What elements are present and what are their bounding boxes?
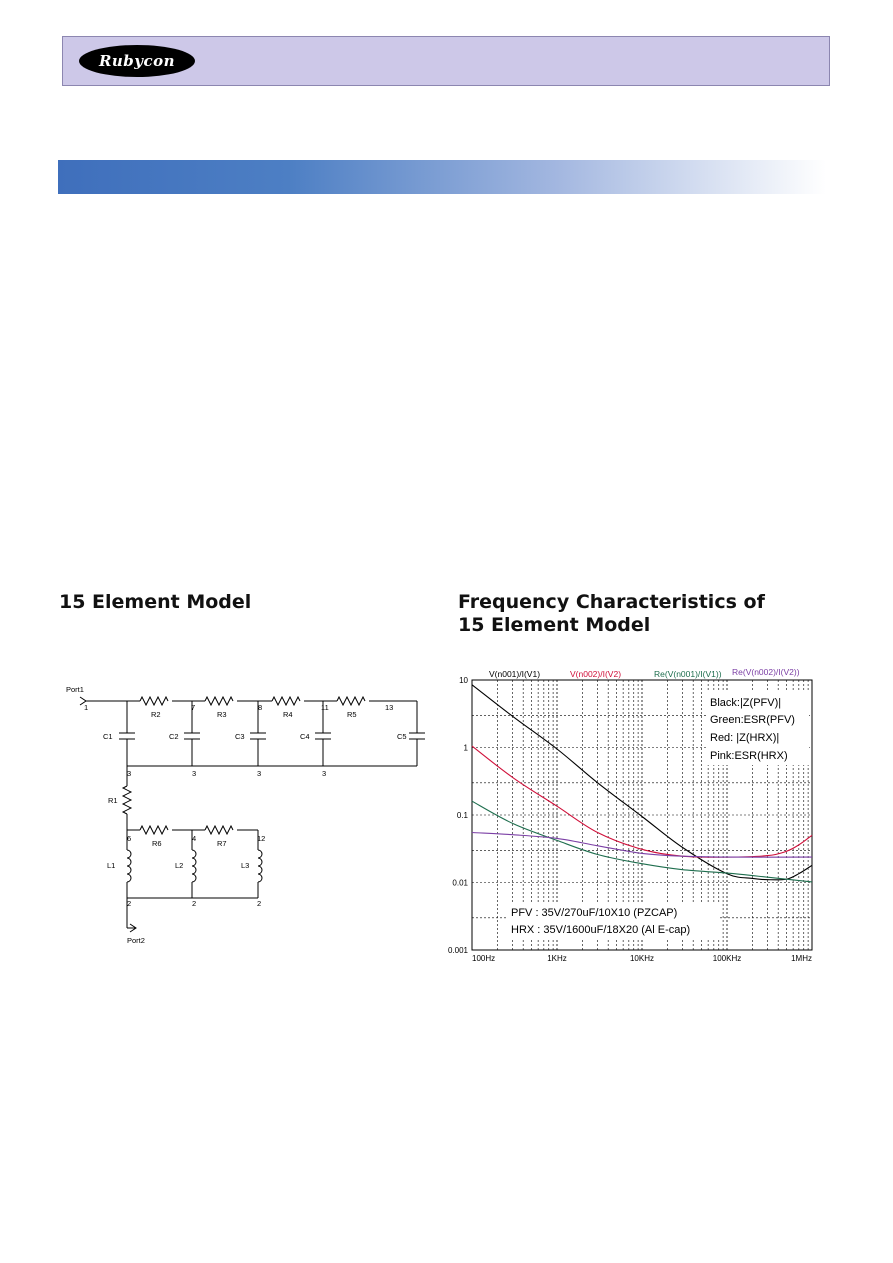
note-hrx: HRX : 35V/1600uF/18X20 (Al E-cap): [511, 924, 691, 936]
node-label: 6: [127, 834, 132, 843]
y-tick-label: 10: [459, 676, 468, 685]
r1-label: R1: [108, 796, 118, 805]
node-label: 2: [127, 899, 132, 908]
x-tick-label: 1KHz: [547, 954, 567, 963]
x-tick-label: 100KHz: [712, 954, 742, 963]
c5-label: C5: [397, 732, 407, 741]
node-label: 1: [84, 703, 89, 712]
node-label: 8: [258, 703, 263, 712]
y-tick-label: 0.1: [456, 811, 468, 820]
legend-green: Green:ESR(PFV): [710, 714, 795, 726]
l1-label: L1: [107, 861, 116, 870]
port2-label: Port2: [127, 936, 145, 945]
l3-label: L3: [241, 861, 250, 870]
l2-label: L2: [175, 861, 184, 870]
node-label: 11: [321, 703, 329, 712]
node-label: 4: [192, 834, 197, 843]
top-label-purple: Re(V(n002)/I(V2)): [732, 667, 800, 677]
y-tick-label: 1: [463, 743, 468, 753]
r4-label: R4: [283, 710, 293, 719]
node-label: 3: [257, 769, 262, 778]
node-label: 2: [257, 899, 262, 908]
top-label-red: V(n002)/I(V2): [570, 669, 622, 679]
c2-label: C2: [169, 732, 179, 741]
r3-label: R3: [217, 710, 227, 719]
y-tick-label: 0.01: [452, 878, 468, 888]
node-label: 3: [127, 769, 132, 778]
node-label: 2: [192, 899, 197, 908]
freq-title-line1: Frequency Characteristics of: [458, 591, 765, 613]
r2-label: R2: [151, 710, 161, 719]
r5-label: R5: [347, 710, 357, 719]
logo-text: Rubycon: [98, 52, 176, 70]
port1-label: Port1: [66, 685, 84, 694]
r6-label: R6: [152, 839, 162, 848]
top-label-black: V(n001)/I(V1): [489, 669, 541, 679]
node-label: 13: [385, 703, 394, 712]
model-title: 15 Element Model: [59, 591, 252, 613]
x-tick-label: 10KHz: [629, 954, 655, 963]
note-pfv: PFV : 35V/270uF/10X10 (PZCAP): [511, 907, 678, 919]
node-label: 3: [192, 769, 197, 778]
node-label: 7: [191, 703, 196, 712]
c3-label: C3: [235, 732, 245, 741]
r7-label: R7: [217, 839, 227, 848]
top-label-green: Re(V(n001)/I(V1)): [654, 669, 722, 679]
node-label: 3: [322, 769, 327, 778]
legend-pink: Pink:ESR(HRX): [710, 750, 788, 762]
c1-label: C1: [103, 732, 113, 741]
x-tick-label: 100Hz: [472, 954, 496, 963]
node-label: 12: [257, 834, 266, 843]
x-tick-label: 1MHz: [791, 954, 812, 963]
y-tick-label: 0.001: [447, 946, 468, 955]
legend-red: Red: |Z(HRX)|: [710, 732, 780, 744]
legend-black: Black:|Z(PFV)|: [710, 697, 782, 709]
c4-label: C4: [300, 732, 310, 741]
freq-title-line2: 15 Element Model: [458, 614, 651, 636]
